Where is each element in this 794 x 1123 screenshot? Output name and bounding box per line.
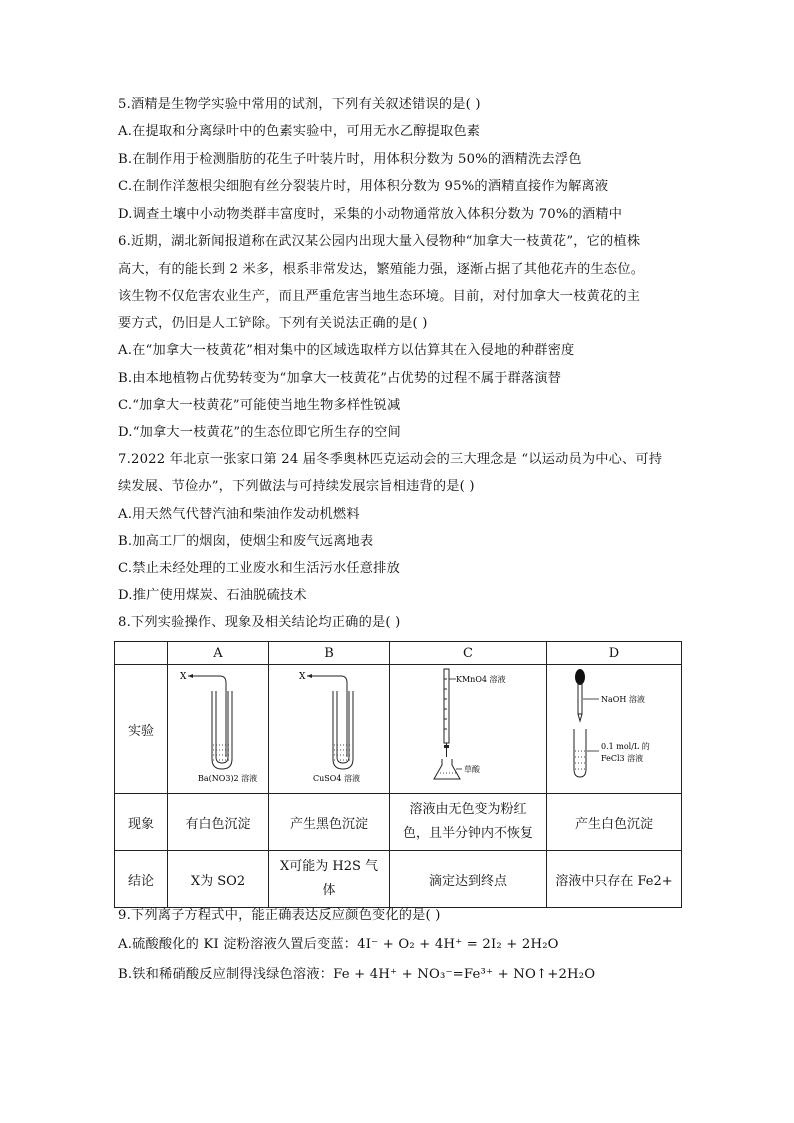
row-label-conclusion: 结论: [115, 851, 168, 908]
table-header-blank: [115, 642, 168, 665]
observation-c-line1: 溶液由无色变为粉红: [409, 802, 527, 817]
figure-d-dropper-label: NaOH 溶液: [601, 695, 645, 704]
q5-option-a: A.在提取和分离绿叶中的色素实验中，可用无水乙醇提取色素: [118, 124, 481, 139]
conclusion-b: [269, 851, 390, 908]
q7-option-d: D.推广使用煤炭、石油脱硫技术: [118, 588, 307, 603]
figure-a-test-tube: [168, 665, 268, 789]
q6-stem-line1: 6.近期，湖北新闻报道称在武汉某公园内出现大量入侵物种“加拿大一枝黄花”，它的植株: [118, 234, 641, 249]
figure-c-titration: [390, 665, 546, 789]
figure-d-dropper-tube: [547, 665, 681, 789]
figure-a-solution-label: Ba(NO3)2 溶液: [198, 774, 258, 783]
table-header-d: D: [547, 642, 682, 665]
observation-d: 产生白色沉淀: [547, 794, 682, 851]
q6-stem-line4: 要方式，仍旧是人工铲除。下列有关说法正确的是( ): [118, 316, 428, 331]
figure-d-tube-label-1: 0.1 mol/L 的: [601, 742, 650, 751]
conclusion-b-line2: 体: [322, 883, 336, 898]
q5-option-d: D.调查土壤中小动物类群丰富度时，采集的小动物通常放入体积分数为 70%的酒精中: [118, 207, 623, 222]
observation-a: 有白色沉淀: [168, 794, 269, 851]
table-header-a: A: [168, 642, 269, 665]
q7-option-b: B.加高工厂的烟囱，使烟尘和废气远离地表: [118, 534, 374, 549]
figure-c-flask-label: 草酸: [464, 765, 480, 774]
experiment-table: [114, 641, 682, 908]
q8-stem: 8.下列实验操作、现象及相关结论均正确的是( ): [118, 615, 401, 630]
q6-stem-line2: 高大，有的能长到 2 米多，根系非常发达，繁殖能力强，逐渐占据了其他花卉的生态位。: [118, 262, 645, 277]
conclusion-b-line1: X可能为 H2S 气: [279, 859, 379, 874]
table-header-b: B: [269, 642, 390, 665]
figure-b-test-tube: [269, 665, 389, 789]
figure-b-gas-label: X: [299, 672, 306, 682]
q5-option-b: B.在制作用于检测脂肪的花生子叶装片时，用体积分数为 50%的酒精洗去浮色: [118, 152, 582, 167]
q6-option-c: C.“加拿大一枝黄花”可能使当地生物多样性锐减: [118, 398, 401, 413]
observation-c-line2: 色，且半分钟内不恢复: [402, 826, 533, 841]
q6-stem-line3: 该生物不仅危害农业生产，而且严重危害当地生态环境。目前，对付加拿大一枝黄花的主: [118, 289, 641, 304]
figure-c-cell: [390, 665, 547, 794]
q6-option-a: A.在“加拿大一枝黄花”相对集中的区域选取样方以估算其在入侵地的种群密度: [118, 343, 575, 358]
figure-d-cell: [547, 665, 682, 794]
observation-c: [390, 794, 547, 851]
q5-option-c: C.在制作洋葱根尖细胞有丝分裂装片时，用体积分数为 95%的酒精直接作为解离液: [118, 179, 609, 194]
figure-b-solution-label: CuSO4 溶液: [313, 774, 360, 783]
q7-stem-line2: 续发展、节俭办”，下列做法与可持续发展宗旨相违背的是( ): [118, 479, 475, 494]
q6-option-b: B.由本地植物占优势转变为“加拿大一枝黄花”占优势的过程不属于群落演替: [118, 371, 562, 386]
table-header-c: C: [390, 642, 547, 665]
row-label-phenomenon: 现象: [115, 794, 168, 851]
figure-c-burette-label: KMnO4 溶液: [456, 675, 506, 684]
figure-a-gas-label: X: [180, 672, 187, 682]
conclusion-d: 溶液中只存在 Fe2+: [547, 851, 682, 908]
q9-option-a: A.硫酸酸化的 KI 淀粉溶液久置后变蓝：4I⁻ + O₂ + 4H⁺ = 2I₂ + 2H₂O: [118, 937, 559, 952]
figure-b-cell: [269, 665, 390, 794]
conclusion-c: 滴定达到终点: [390, 851, 547, 908]
figure-d-tube-label-2: FeCl3 溶液: [601, 754, 644, 763]
q7-option-a: A.用天然气代替汽油和柴油作发动机燃料: [118, 507, 360, 522]
q5-stem: 5.酒精是生物学实验中常用的试剂，下列有关叙述错误的是( ): [118, 97, 481, 112]
observation-b: 产生黑色沉淀: [269, 794, 390, 851]
q9-stem: 9.下列离子方程式中，能正确表达反应颜色变化的是( ): [118, 908, 441, 923]
q7-option-c: C.禁止未经处理的工业废水和生活污水任意排放: [118, 561, 400, 576]
row-label-experiment: 实验: [115, 665, 168, 794]
conclusion-a: X为 SO2: [168, 851, 269, 908]
q6-option-d: D.“加拿大一枝黄花”的生态位即它所生存的空间: [118, 425, 401, 440]
figure-a-cell: [168, 665, 269, 794]
q7-stem-line1: 7.2022 年北京一张家口第 24 届冬季奥林匹克运动会的三大理念是 “以运动员为中心、可持: [118, 452, 663, 467]
q9-option-b: B.铁和稀硝酸反应制得浅绿色溶液：Fe + 4H⁺ + NO₃⁻=Fe³⁺ + NO↑+2H₂O: [118, 967, 596, 982]
